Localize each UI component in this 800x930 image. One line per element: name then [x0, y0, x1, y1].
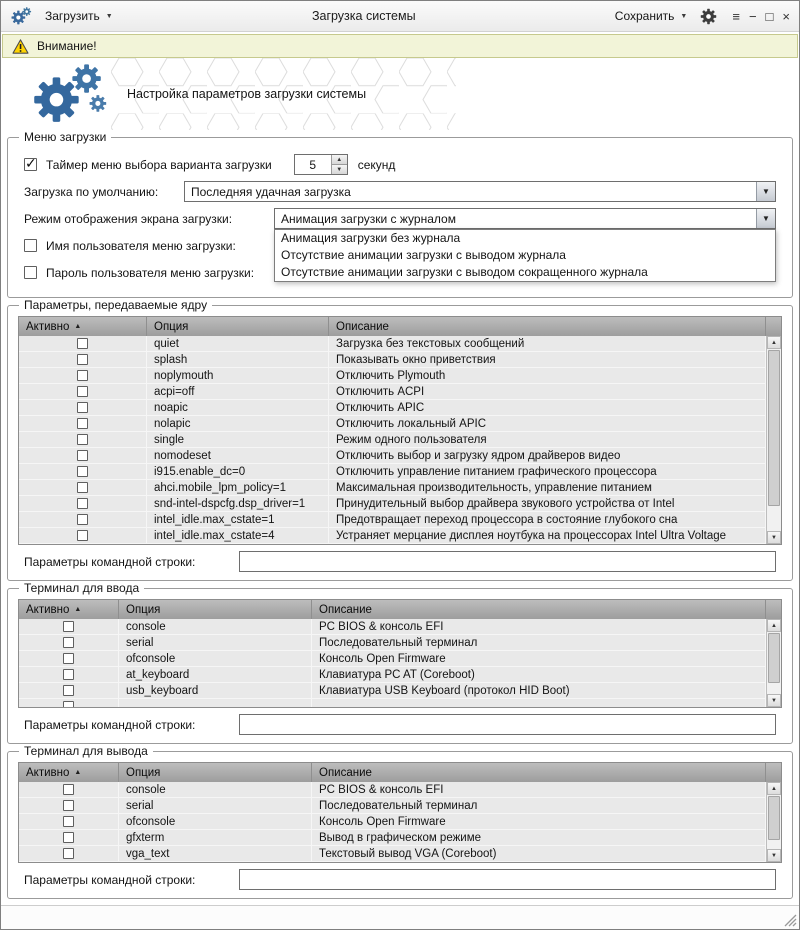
cmdline-row	[24, 869, 776, 890]
column-header-label: Активно	[26, 320, 70, 333]
titlebar	[1, 1, 799, 32]
row-description: PC BIOS & консоль EFI	[312, 619, 766, 635]
table-body	[19, 619, 766, 707]
row-description: Вывод в графическом режиме	[312, 830, 766, 846]
cmdline-label: Параметры командной строки:	[24, 554, 196, 569]
load-menu-label: Загрузить	[45, 9, 100, 23]
row-active-cell	[19, 651, 119, 667]
column-header-active[interactable]	[19, 600, 119, 619]
row-active-checkbox[interactable]	[63, 669, 74, 680]
row-active-cell	[19, 830, 119, 846]
boot-menu-legend: Меню загрузки	[19, 130, 111, 144]
row-active-checkbox[interactable]	[77, 530, 88, 541]
input-terminal-group	[7, 581, 793, 744]
row-active-checkbox[interactable]	[77, 370, 88, 381]
input-terminal-cmdline-input[interactable]	[239, 714, 776, 735]
row-option: ofconsole	[119, 814, 312, 830]
row-description: Клавиатура PC AT (Coreboot)	[312, 667, 766, 683]
timer-value[interactable]: 5	[309, 157, 317, 172]
splash-mode-combobox[interactable]	[274, 208, 776, 229]
column-header-label: Активно	[26, 766, 70, 779]
cmdline-label: Параметры командной строки:	[24, 872, 196, 887]
timer-label: Таймер меню выбора варианта загрузки	[46, 157, 272, 172]
row-description: Загрузка без текстовых сообщений	[329, 336, 766, 352]
row-active-checkbox[interactable]	[77, 450, 88, 461]
default-boot-combobox[interactable]	[184, 181, 776, 202]
row-description: Отключить локальный APIC	[329, 416, 766, 432]
row-option: noplymouth	[147, 368, 329, 384]
row-active-checkbox[interactable]	[63, 848, 74, 859]
table-row[interactable]	[19, 368, 766, 384]
row-active-checkbox[interactable]	[77, 338, 88, 349]
table-row[interactable]	[19, 480, 766, 496]
combobox-value: Анимация загрузки с журналом	[281, 211, 456, 226]
row-active-checkbox[interactable]	[77, 434, 88, 445]
row-active-cell	[19, 416, 147, 432]
table-row[interactable]	[19, 699, 766, 707]
row-description: Устраняет мерцание дисплея ноутбука на процессорах Intel Ultra Voltage	[329, 528, 766, 544]
hero-banner	[1, 58, 799, 130]
column-header-label: Опция	[126, 603, 161, 616]
row-option: ofconsole	[119, 651, 312, 667]
table-row[interactable]	[19, 496, 766, 512]
input-terminal-table	[18, 599, 782, 708]
row-active-cell	[19, 798, 119, 814]
spin-up-icon[interactable]: ▲	[332, 155, 347, 164]
row-description: Режим одного пользователя	[329, 432, 766, 448]
table-row[interactable]	[19, 651, 766, 667]
warning-triangle-icon	[12, 39, 29, 54]
row-option: snd-intel-dspcfg.dsp_driver=1	[147, 496, 329, 512]
window-title: Загрузка системы	[311, 9, 416, 23]
combobox-arrow-icon[interactable]: ▼	[756, 209, 775, 228]
row-active-checkbox[interactable]	[77, 514, 88, 525]
scrollbar-thumb[interactable]	[768, 796, 780, 840]
window-controls	[732, 10, 790, 23]
timer-row	[24, 154, 776, 175]
row-active-cell	[19, 448, 147, 464]
row-active-cell	[19, 480, 147, 496]
maximize-icon[interactable]: □	[765, 8, 774, 24]
row-active-checkbox[interactable]	[77, 386, 88, 397]
warning-text: Внимание!	[37, 39, 97, 53]
row-active-cell	[19, 782, 119, 798]
row-active-checkbox[interactable]	[63, 701, 74, 707]
scroll-up-button[interactable]: ▲	[767, 336, 781, 349]
row-active-cell	[19, 528, 147, 544]
save-menu-button[interactable]	[611, 6, 692, 26]
column-header-label: Описание	[336, 320, 389, 333]
column-header-option[interactable]	[119, 763, 312, 782]
row-active-cell	[19, 846, 119, 862]
page-subtitle: Настройка параметров загрузки системы	[127, 87, 367, 101]
output-terminal-cmdline-input[interactable]	[239, 869, 776, 890]
row-option: splash	[147, 352, 329, 368]
table-row[interactable]	[19, 846, 766, 862]
row-option: vga_text	[119, 846, 312, 862]
row-active-checkbox[interactable]	[63, 800, 74, 811]
row-option: quiet	[147, 336, 329, 352]
row-option: single	[147, 432, 329, 448]
window-content	[1, 32, 799, 905]
table-row[interactable]	[19, 432, 766, 448]
row-description: PC BIOS & консоль EFI	[312, 782, 766, 798]
table-header	[19, 763, 781, 782]
default-boot-row	[24, 181, 776, 202]
column-header-label: Опция	[154, 320, 189, 333]
cmdline-row	[24, 551, 776, 572]
row-active-cell	[19, 352, 147, 368]
vertical-scrollbar[interactable]	[766, 782, 781, 862]
row-description: Предотвращает переход процессора в состояние глубокого сна	[329, 512, 766, 528]
row-active-checkbox[interactable]	[63, 685, 74, 696]
row-description: Отключить APIC	[329, 400, 766, 416]
kernel-params-group	[7, 298, 793, 581]
table-body	[19, 336, 766, 544]
titlebar-left	[10, 6, 117, 26]
table-row[interactable]	[19, 352, 766, 368]
table-row[interactable]	[19, 400, 766, 416]
table-row[interactable]	[19, 782, 766, 798]
row-active-checkbox[interactable]	[77, 418, 88, 429]
close-icon[interactable]: ×	[782, 8, 790, 24]
row-active-checkbox[interactable]	[63, 621, 74, 632]
vertical-scrollbar[interactable]	[766, 336, 781, 544]
sort-asc-icon: ▲	[74, 323, 82, 330]
row-description: Текстовый вывод VGA (Coreboot)	[312, 846, 766, 862]
scroll-down-button[interactable]: ▼	[767, 531, 781, 544]
table-row[interactable]	[19, 619, 766, 635]
row-option: intel_idle.max_cstate=4	[147, 528, 329, 544]
input-terminal-legend: Терминал для ввода	[19, 581, 144, 595]
output-terminal-table	[18, 762, 782, 863]
row-active-checkbox[interactable]	[77, 466, 88, 477]
table-row[interactable]	[19, 683, 766, 699]
cmdline-label: Параметры командной строки:	[24, 717, 196, 732]
row-active-checkbox[interactable]	[77, 354, 88, 365]
row-option: acpi=off	[147, 384, 329, 400]
column-header-option[interactable]	[119, 600, 312, 619]
row-description: Последовательный терминал	[312, 635, 766, 651]
row-active-checkbox[interactable]	[63, 637, 74, 648]
table-row[interactable]	[19, 336, 766, 352]
scrollbar-thumb[interactable]	[768, 633, 780, 683]
warning-bar	[2, 34, 798, 58]
table-row[interactable]	[19, 635, 766, 651]
row-description: Показывать окно приветствия	[329, 352, 766, 368]
row-active-checkbox[interactable]	[63, 832, 74, 843]
table-row[interactable]	[19, 798, 766, 814]
app-gears-icon	[10, 6, 32, 26]
menu-icon[interactable]: ≡	[732, 8, 740, 24]
row-option: serial	[119, 635, 312, 651]
save-menu-label: Сохранить	[614, 9, 675, 23]
row-option: serial	[119, 798, 312, 814]
check-icon: ✓	[25, 155, 37, 171]
spin-down-icon[interactable]: ▼	[332, 164, 347, 174]
row-description: Последовательный терминал	[312, 798, 766, 814]
row-option: at_keyboard	[119, 667, 312, 683]
timer-unit-label: секунд	[357, 157, 396, 172]
table-body	[19, 782, 766, 862]
row-active-cell	[19, 683, 119, 699]
sort-asc-icon: ▲	[74, 769, 82, 776]
row-active-cell	[19, 384, 147, 400]
dropdown-option[interactable]: Анимация загрузки без журнала	[281, 231, 461, 245]
output-terminal-legend: Терминал для вывода	[19, 744, 153, 758]
row-active-cell	[19, 368, 147, 384]
column-header-description[interactable]	[312, 763, 766, 782]
row-description	[312, 699, 766, 707]
row-active-cell	[19, 496, 147, 512]
kernel-cmdline-input[interactable]	[239, 551, 776, 572]
dropdown-option[interactable]: Отсутствие анимации загрузки с выводом журнала	[281, 248, 566, 262]
splash-mode-label: Режим отображения экрана загрузки:	[24, 211, 233, 226]
row-active-checkbox[interactable]	[77, 498, 88, 509]
statusbar	[1, 905, 799, 929]
row-active-checkbox[interactable]	[77, 482, 88, 493]
settings-gear-icon[interactable]	[700, 8, 717, 25]
row-option: gfxterm	[119, 830, 312, 846]
row-option: usb_keyboard	[119, 683, 312, 699]
row-option	[119, 699, 312, 707]
combobox-value: Последняя удачная загрузка	[191, 184, 351, 199]
output-terminal-group	[7, 744, 793, 899]
timer-spinbox[interactable]	[294, 154, 348, 175]
row-description: Максимальная производительность, управление питанием	[329, 480, 766, 496]
table-row[interactable]	[19, 384, 766, 400]
row-active-cell	[19, 667, 119, 683]
row-description: Отключить управление питанием графического процессора	[329, 464, 766, 480]
chevron-down-icon: ▼	[105, 12, 113, 20]
column-header-label: Описание	[319, 603, 372, 616]
table-row[interactable]	[19, 814, 766, 830]
row-option: nolapic	[147, 416, 329, 432]
username-label: Имя пользователя меню загрузки:	[46, 238, 236, 253]
row-description: Отключить Plymouth	[329, 368, 766, 384]
row-active-cell	[19, 512, 147, 528]
spin-arrows	[331, 155, 347, 174]
row-description: Клавиатура USB Keyboard (протокол HID Boot)	[312, 683, 766, 699]
table-row[interactable]	[19, 528, 766, 544]
kernel-params-table	[18, 316, 782, 545]
vertical-scrollbar[interactable]	[766, 619, 781, 707]
table-row[interactable]	[19, 416, 766, 432]
row-description: Отключить выбор и загрузку ядром драйверов видео	[329, 448, 766, 464]
row-option: console	[119, 619, 312, 635]
row-active-checkbox[interactable]	[63, 653, 74, 664]
column-header-active[interactable]	[19, 317, 147, 336]
row-active-cell	[19, 619, 119, 635]
row-active-cell	[19, 336, 147, 352]
row-option: i915.enable_dc=0	[147, 464, 329, 480]
scroll-up-button[interactable]: ▲	[767, 619, 781, 632]
splash-mode-dropdown-list	[274, 229, 776, 282]
row-active-checkbox[interactable]	[63, 784, 74, 795]
app-logo-gears	[23, 62, 111, 126]
username-checkbox[interactable]	[24, 239, 37, 252]
row-option: console	[119, 782, 312, 798]
timer-checkbox[interactable]	[24, 155, 37, 171]
scrollbar-thumb[interactable]	[768, 350, 780, 506]
table-header	[19, 600, 781, 619]
load-menu-button[interactable]	[41, 6, 117, 26]
row-description: Консоль Open Firmware	[312, 814, 766, 830]
row-active-cell	[19, 432, 147, 448]
table-row[interactable]	[19, 464, 766, 480]
column-header-description[interactable]	[312, 600, 766, 619]
default-boot-label: Загрузка по умолчанию:	[24, 184, 159, 199]
scroll-up-button[interactable]: ▲	[767, 782, 781, 795]
row-option: ahci.mobile_lpm_policy=1	[147, 480, 329, 496]
row-active-checkbox[interactable]	[63, 816, 74, 827]
row-option: noapic	[147, 400, 329, 416]
minimize-icon[interactable]: −	[748, 8, 757, 24]
column-header-label: Активно	[26, 603, 70, 616]
titlebar-right	[611, 6, 790, 26]
row-description: Отключить ACPI	[329, 384, 766, 400]
scroll-down-button[interactable]: ▼	[767, 849, 781, 862]
row-option: intel_idle.max_cstate=1	[147, 512, 329, 528]
row-active-cell	[19, 699, 119, 707]
column-header-label: Опция	[126, 766, 161, 779]
password-checkbox[interactable]	[24, 266, 37, 279]
row-active-cell	[19, 814, 119, 830]
password-label: Пароль пользователя меню загрузки:	[46, 265, 255, 280]
table-row[interactable]	[19, 448, 766, 464]
table-header	[19, 317, 781, 336]
row-active-cell	[19, 400, 147, 416]
column-header-label: Описание	[319, 766, 372, 779]
boot-menu-group	[7, 130, 793, 298]
column-header-option[interactable]	[147, 317, 329, 336]
table-row[interactable]	[19, 830, 766, 846]
cmdline-row	[24, 714, 776, 735]
row-active-checkbox[interactable]	[77, 402, 88, 413]
column-header-description[interactable]	[329, 317, 766, 336]
combobox-arrow-icon[interactable]: ▼	[756, 182, 775, 201]
row-active-cell	[19, 635, 119, 651]
row-description: Консоль Open Firmware	[312, 651, 766, 667]
resize-grip[interactable]	[784, 914, 797, 927]
table-row[interactable]	[19, 667, 766, 683]
table-row[interactable]	[19, 512, 766, 528]
row-description: Принудительный выбор драйвера звукового устройства от Intel	[329, 496, 766, 512]
kernel-params-legend: Параметры, передаваемые ядру	[19, 298, 212, 312]
row-active-cell	[19, 464, 147, 480]
chevron-down-icon: ▼	[680, 12, 688, 20]
scroll-down-button[interactable]: ▼	[767, 694, 781, 707]
dropdown-option[interactable]: Отсутствие анимации загрузки с выводом сокращенного журнала	[281, 265, 648, 279]
row-option: nomodeset	[147, 448, 329, 464]
column-header-active[interactable]	[19, 763, 119, 782]
sort-asc-icon: ▲	[74, 606, 82, 613]
